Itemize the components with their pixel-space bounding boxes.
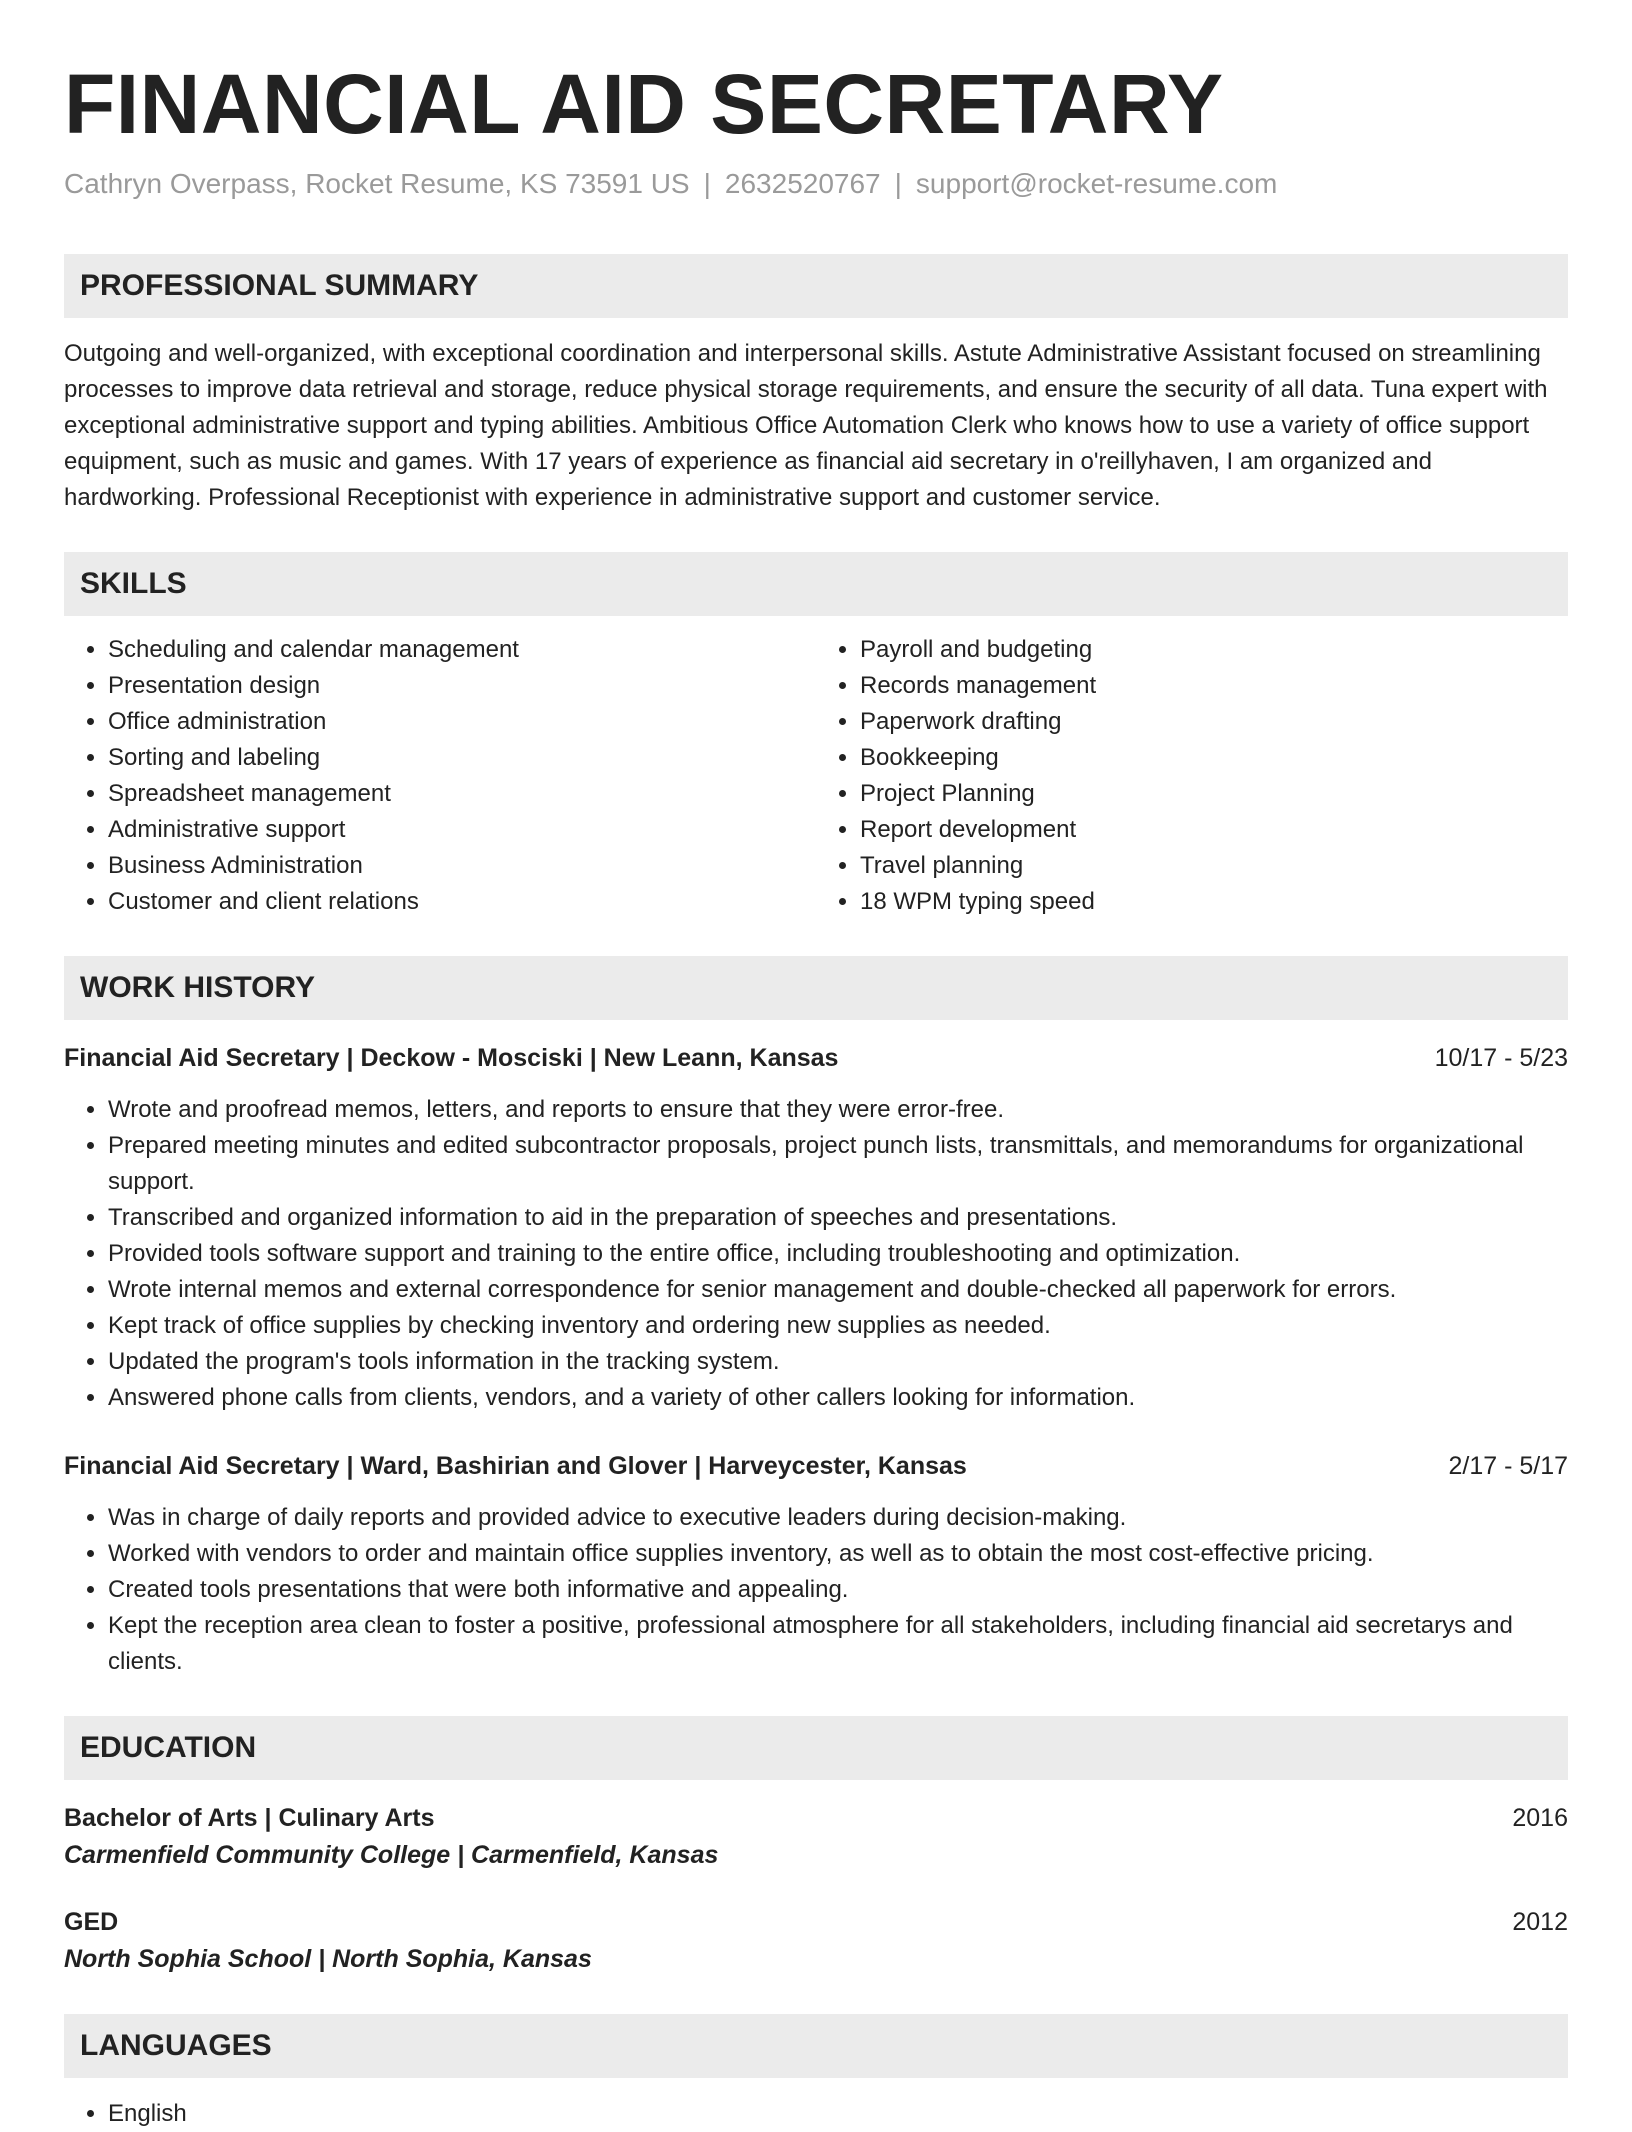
skill-item: • Payroll and budgeting — [860, 632, 1568, 668]
job-bullet: • Updated the program's tools information in the tracking system. — [108, 1344, 1568, 1380]
skill-item: • Travel planning — [860, 848, 1568, 884]
page-title: FINANCIAL AID SECRETARY — [64, 57, 1224, 151]
skill-item: • Bookkeeping — [860, 740, 1568, 776]
job-entry — [64, 1448, 1568, 1680]
skill-item: • Report development — [860, 812, 1568, 848]
job-bullet: • Wrote and proofread memos, letters, and reports to ensure that they were error-free. — [108, 1092, 1568, 1128]
education-entry — [64, 1800, 1568, 1874]
job-bullets — [64, 1500, 1568, 1680]
education-header — [64, 1904, 1568, 1940]
education-heading: EDUCATION — [64, 1716, 1568, 1780]
skill-item: • Records management — [860, 668, 1568, 704]
skill-item: • Office administration — [108, 704, 816, 740]
contact-separator: | — [703, 168, 711, 199]
skill-item: • Business Administration — [108, 848, 816, 884]
job-bullet: • Provided tools software support and training to the entire office, including troubleshooting and optimization. — [108, 1236, 1568, 1272]
school-name: Carmenfield Community College | Carmenfield, Kansas — [64, 1841, 719, 1869]
graduation-year: 2016 — [1512, 1804, 1568, 1832]
job-bullet: • Kept track of office supplies by checking inventory and ordering new supplies as needed. — [108, 1308, 1568, 1344]
job-title: Financial Aid Secretary | Ward, Bashirian and Glover | Harveycester, Kansas — [64, 1452, 967, 1480]
job-bullet: • Prepared meeting minutes and edited subcontractor proposals, project punch lists, transmittals, and memorandums for organizational support. — [108, 1128, 1568, 1200]
summary-text: Outgoing and well-organized, with exceptional coordination and interpersonal skills. Astute Administrative Assistant focused on streamlining processes to improve data retrieval and storage, reduce physical storage requirements, and ensure the security of all data. Tuna expert with exceptional administrative support and typing abilities. Ambitious Office Automation Clerk who knows how to use a variety of office support equipment, such as music and games. With 17 years of experience as financial aid secretary in o'reillyhaven, I am organized and hardworking. Professional Receptionist with experience in administrative support and customer service. — [64, 340, 1548, 511]
job-bullet: • Was in charge of daily reports and provided advice to executive leaders during decision-making. — [108, 1500, 1568, 1536]
phone-text: 2632520767 — [724, 168, 881, 199]
job-dates: 10/17 - 5/23 — [1434, 1044, 1568, 1072]
contact-separator: | — [894, 168, 902, 199]
job-bullet: • Transcribed and organized information to aid in the preparation of speeches and presentations. — [108, 1200, 1568, 1236]
skill-item: • Sorting and labeling — [108, 740, 816, 776]
skill-item: • 18 WPM typing speed — [860, 884, 1568, 920]
address-text: Cathryn Overpass, Rocket Resume, KS 73591 US — [64, 168, 690, 199]
degree-title: GED — [64, 1908, 119, 1936]
summary-heading: PROFESSIONAL SUMMARY — [64, 254, 1568, 318]
job-header — [64, 1448, 1568, 1484]
school-name: North Sophia School | North Sophia, Kansas — [64, 1945, 592, 1973]
skill-item: • Spreadsheet management — [108, 776, 816, 812]
skill-item: • Project Planning — [860, 776, 1568, 812]
contact-line — [64, 166, 1568, 202]
job-bullet: • Worked with vendors to order and maintain office supplies inventory, as well as to obtain the most cost-effective pricing. — [108, 1536, 1568, 1572]
skill-item: • Presentation design — [108, 668, 816, 704]
job-entry — [64, 1040, 1568, 1416]
skill-item: • Customer and client relations — [108, 884, 816, 920]
language-item: • English — [108, 2096, 1568, 2132]
job-header — [64, 1040, 1568, 1076]
job-title: Financial Aid Secretary | Deckow - Mosciski | New Leann, Kansas — [64, 1044, 839, 1072]
job-bullet: • Kept the reception area clean to foster a positive, professional atmosphere for all stakeholders, including financial aid secretarys and clients. — [108, 1608, 1568, 1680]
email-link[interactable]: support@rocket-resume.com — [915, 168, 1278, 199]
languages-list — [64, 2096, 1568, 2132]
skill-item: • Administrative support — [108, 812, 816, 848]
skills-list — [64, 632, 1568, 920]
skill-item: • Paperwork drafting — [860, 704, 1568, 740]
skills-column-left — [64, 632, 816, 920]
degree-title: Bachelor of Arts | Culinary Arts — [64, 1804, 435, 1832]
job-bullets — [64, 1092, 1568, 1416]
job-dates: 2/17 - 5/17 — [1448, 1452, 1568, 1480]
job-bullet: • Answered phone calls from clients, vendors, and a variety of other callers looking for information. — [108, 1380, 1568, 1416]
skill-item: • Scheduling and calendar management — [108, 632, 816, 668]
education-header — [64, 1800, 1568, 1836]
job-bullet: • Wrote internal memos and external correspondence for senior management and double-checked all paperwork for errors. — [108, 1272, 1568, 1308]
job-bullet: • Created tools presentations that were both informative and appealing. — [108, 1572, 1568, 1608]
skills-heading: SKILLS — [64, 552, 1568, 616]
languages-heading: LANGUAGES — [64, 2014, 1568, 2078]
education-entry — [64, 1904, 1568, 1978]
graduation-year: 2012 — [1512, 1908, 1568, 1936]
skills-column-right — [816, 632, 1568, 920]
work-history-heading: WORK HISTORY — [64, 956, 1568, 1020]
